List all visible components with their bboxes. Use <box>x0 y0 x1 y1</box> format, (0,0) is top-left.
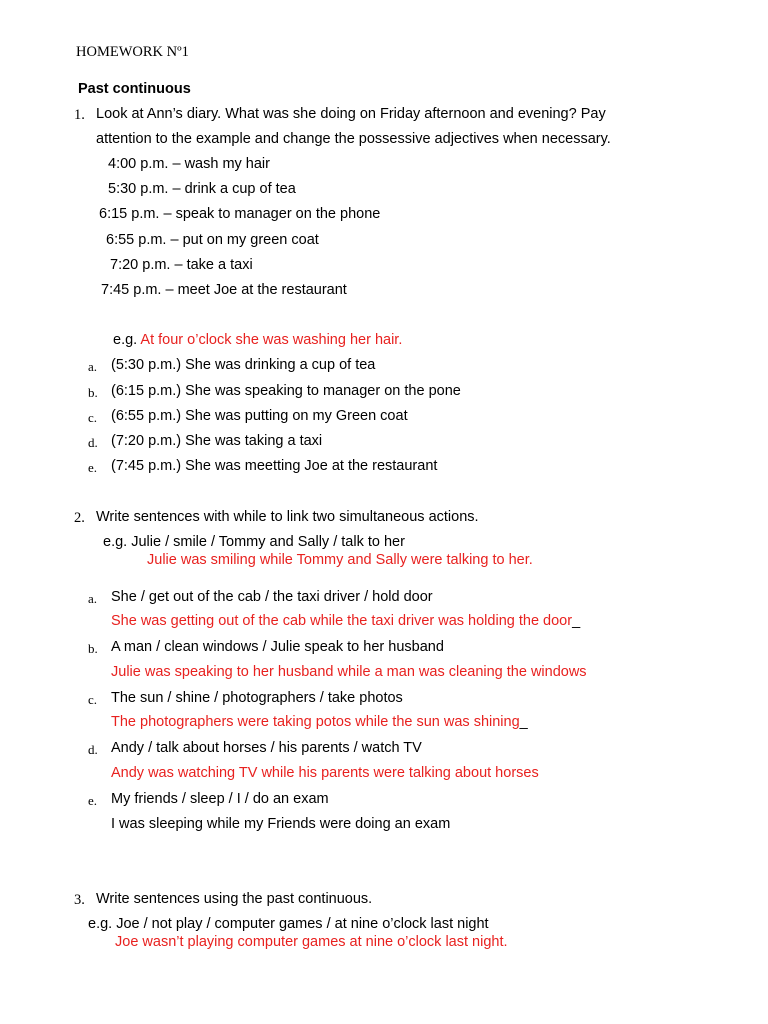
list-marker: a. <box>88 359 98 374</box>
list-marker: b. <box>88 385 98 400</box>
section-heading: Past continuous <box>78 81 191 97</box>
answer-line <box>111 764 539 782</box>
answer-line <box>111 815 450 833</box>
example-prompt: e.g. Joe / not play / computer games / at nine o’clock last night <box>88 916 489 932</box>
prompt-line: The sun / shine / photographers / take photos <box>111 690 403 706</box>
answer-text: She was getting out of the cab while the taxi driver was holding the door <box>111 613 573 629</box>
answer-line <box>111 663 587 681</box>
exercise-2-instruction: Write sentences with while to link two simultaneous actions. <box>96 509 479 525</box>
answer-line: (6:55 p.m.) She was putting on my Green coat <box>111 408 408 424</box>
diary-entry: 5:30 p.m. – drink a cup of tea <box>108 181 296 197</box>
list-marker: a. <box>88 591 98 606</box>
answer-blank: _ <box>572 613 581 629</box>
example-answer: Joe wasn’t playing computer games at nine o’clock last night. <box>115 934 508 950</box>
example-answer: At four o’clock she was washing her hair. <box>140 332 403 348</box>
answer-line: (6:15 p.m.) She was speaking to manager on the pone <box>111 383 461 399</box>
answer-line <box>111 612 580 630</box>
prompt-line: Andy / talk about horses / his parents / watch TV <box>111 740 422 756</box>
document-title: HOMEWORK Nº1 <box>76 44 189 60</box>
answer-line <box>111 713 528 731</box>
example-label: e.g. <box>113 332 138 348</box>
exercise-1-number: 1. <box>74 107 85 123</box>
list-marker: e. <box>88 460 98 475</box>
example-line <box>113 331 402 349</box>
answer-text: I was sleeping while my Friends were doing an exam <box>111 816 451 832</box>
answer-text: Julie was speaking to her husband while a man was cleaning the windows <box>111 664 587 680</box>
prompt-line: She / get out of the cab / the taxi driver / hold door <box>111 589 433 605</box>
exercise-3-number: 3. <box>74 892 85 908</box>
diary-entry: 4:00 p.m. – wash my hair <box>108 156 270 172</box>
diary-entry: 7:20 p.m. – take a taxi <box>110 257 253 273</box>
example-prompt: e.g. Julie / smile / Tommy and Sally / talk to her <box>103 534 405 550</box>
exercise-1-instruction-line-2: attention to the example and change the possessive adjectives when necessary. <box>96 131 611 147</box>
list-marker: c. <box>88 410 98 425</box>
answer-line: (5:30 p.m.) She was drinking a cup of tea <box>111 357 376 373</box>
exercise-2-number: 2. <box>74 510 85 526</box>
list-marker: c. <box>88 692 98 707</box>
list-marker: e. <box>88 793 98 808</box>
example-answer: Julie was smiling while Tommy and Sally were talking to her. <box>147 552 533 568</box>
prompt-line: A man / clean windows / Julie speak to her husband <box>111 639 444 655</box>
list-marker: d. <box>88 742 98 757</box>
list-marker: b. <box>88 641 98 656</box>
answer-text: Andy was watching TV while his parents were talking about horses <box>111 765 539 781</box>
answer-line: (7:45 p.m.) She was meetting Joe at the restaurant <box>111 458 438 474</box>
prompt-line: My friends / sleep / I / do an exam <box>111 791 329 807</box>
exercise-1-instruction-line-1: Look at Ann’s diary. What was she doing on Friday afternoon and evening? Pay <box>96 106 606 122</box>
answer-line: (7:20 p.m.) She was taking a taxi <box>111 433 323 449</box>
diary-entry: 7:45 p.m. – meet Joe at the restaurant <box>101 282 347 298</box>
diary-entry: 6:15 p.m. – speak to manager on the phone <box>99 206 381 222</box>
list-marker: d. <box>88 435 98 450</box>
answer-text: The photographers were taking potos while the sun was shining <box>111 714 520 730</box>
answer-blank: _ <box>519 714 528 730</box>
exercise-3-instruction: Write sentences using the past continuous. <box>96 891 373 907</box>
diary-entry: 6:55 p.m. – put on my green coat <box>106 232 319 248</box>
